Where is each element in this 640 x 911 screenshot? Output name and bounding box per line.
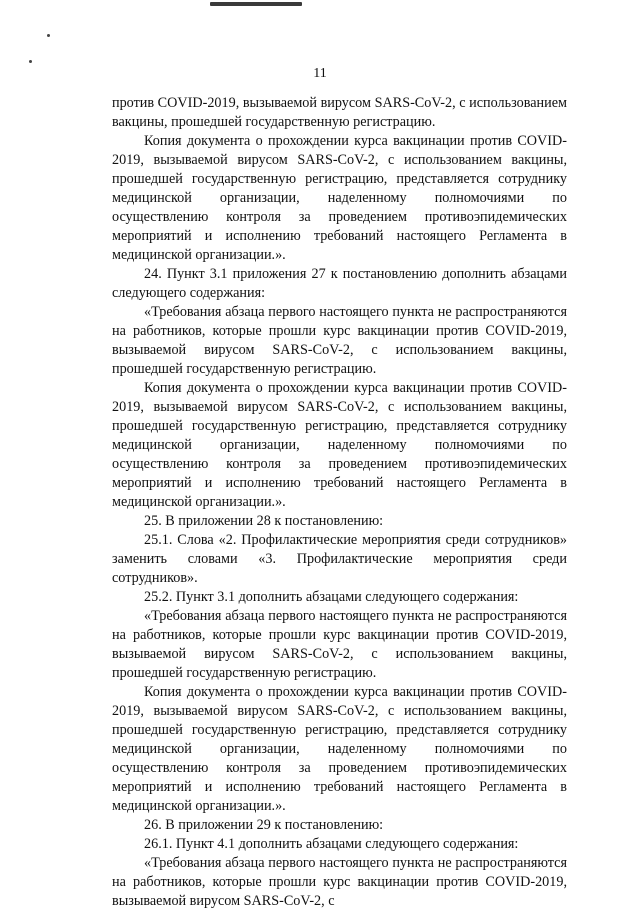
paragraph: «Требования абзаца первого настоящего пункта не распространяются на работников, которые прошли курс вакцинации против COVID-2019, вызываемой вирусом SARS-CoV-2, с использованием вакцины, прошедшей государственную регистрацию. — [112, 304, 567, 377]
scan-speck — [47, 34, 50, 37]
paragraph: Копия документа о прохождении курса вакцинации против COVID-2019, вызываемой вирусом SARS-CoV-2, с использованием вакцины, прошедшей государственную регистрацию, представляется сотруднику медицинской организации, наделенному полномочиями по осуществлению контроля за проведением противоэпидемических мероприятий и исполнению требований настоящего Регламента в медицинской организации.». — [112, 684, 567, 814]
paragraph: Копия документа о прохождении курса вакцинации против COVID-2019, вызываемой вирусом SARS-CoV-2, с использованием вакцины, прошедшей государственную регистрацию, представляется сотруднику медицинской организации, наделенному полномочиями по осуществлению контроля за проведением противоэпидемических мероприятий и исполнению требований настоящего Регламента в медицинской организации.». — [112, 133, 567, 263]
page-number: 11 — [313, 66, 327, 81]
paragraph: 25. В приложении 28 к постановлению: — [144, 513, 384, 529]
paragraph: 26. В приложении 29 к постановлению: — [144, 817, 384, 833]
scan-header-mark — [210, 2, 302, 6]
paragraph: Копия документа о прохождении курса вакцинации против COVID-2019, вызываемой вирусом SARS-CoV-2, с использованием вакцины, прошедшей государственную регистрацию, представляется сотруднику медицинской организации, наделенному полномочиями по осуществлению контроля за проведением противоэпидемических мероприятий и исполнению требований настоящего Регламента в медицинской организации.». — [112, 380, 567, 510]
document-body — [112, 94, 567, 911]
scan-speck — [29, 60, 32, 63]
paragraph: 24. Пункт 3.1 приложения 27 к постановлению дополнить абзацами следующего содержания: — [112, 266, 567, 301]
paragraph: «Требования абзаца первого настоящего пункта не распространяются на работников, которые прошли курс вакцинации против COVID-2019, вызываемой вирусом SARS-CoV-2, с использованием вакцины, прошедшей государственную регистрацию. — [112, 608, 567, 681]
paragraph: 25.2. Пункт 3.1 дополнить абзацами следующего содержания: — [144, 589, 519, 605]
paragraph: «Требования абзаца первого настоящего пункта не распространяются на работников, которые прошли курс вакцинации против COVID-2019, вызываемой вирусом SARS-CoV-2, с — [112, 855, 567, 909]
paragraph: 25.1. Слова «2. Профилактические мероприятия среди сотрудников» заменить словами «3. Профилактические мероприятия среди сотрудников». — [112, 532, 567, 586]
paragraph: 26.1. Пункт 4.1 дополнить абзацами следующего содержания: — [144, 836, 519, 852]
paragraph: против COVID-2019, вызываемой вирусом SARS-CoV-2, с использованием вакцины, прошедшей государственную регистрацию. — [112, 95, 567, 130]
